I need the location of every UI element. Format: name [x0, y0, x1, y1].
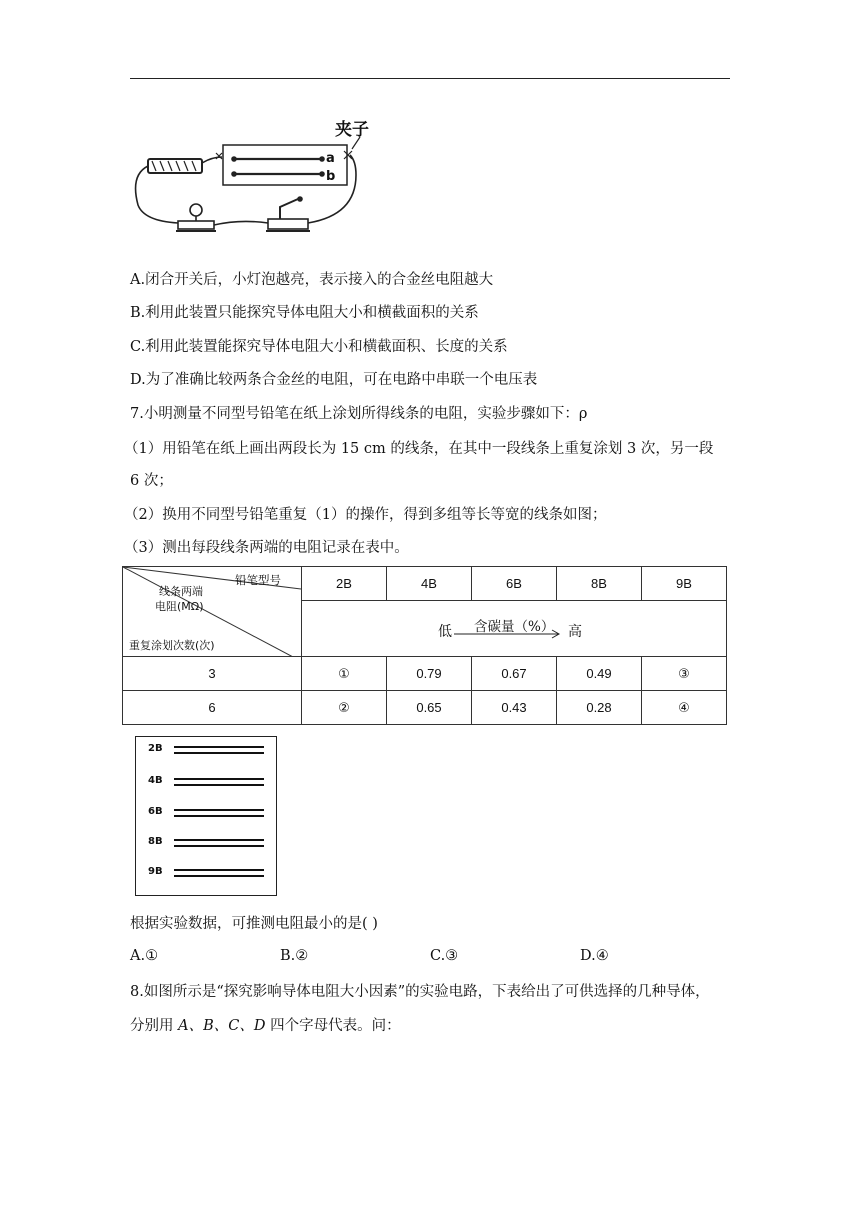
q7-option-a: A.① — [130, 948, 159, 964]
cell: 0.28 — [557, 691, 642, 725]
q7-option-c: C.③ — [430, 948, 459, 964]
resistance-table — [122, 566, 727, 725]
cell: 0.67 — [472, 657, 557, 691]
cell: 0.49 — [557, 657, 642, 691]
circuit-diagram — [130, 115, 390, 245]
q8-line2 — [130, 1016, 401, 1036]
corner-mid-label-2: 电阻(MΩ) — [155, 600, 204, 613]
pencil-lines-figure — [135, 736, 277, 896]
bulb-icon — [190, 204, 202, 216]
fig-label-8b: 8B — [148, 836, 163, 847]
corner-mid-label-1: 线条两端 — [159, 585, 203, 598]
cell: 0.43 — [472, 691, 557, 725]
arrow-right-icon — [454, 629, 564, 639]
header-4b: 4B — [387, 567, 472, 601]
q7-step2: （2）换用不同型号铅笔重复（1）的操作，得到多组等长等宽的线条如图； — [124, 507, 607, 523]
carbon-low: 低 — [438, 624, 452, 640]
q7-question: 根据实验数据，可推测电阻最小的是( ) — [130, 916, 378, 932]
wire-a-label: a — [326, 151, 335, 166]
q6-option-b: B.利用此装置只能探究导体电阻大小和横截面积的关系 — [130, 305, 479, 321]
q7-option-b: B.② — [280, 948, 309, 964]
row-times: 6 — [123, 691, 302, 725]
table-row — [123, 691, 727, 725]
q7-option-d: D.④ — [580, 948, 609, 964]
header-2b: 2B — [302, 567, 387, 601]
fig-label-4b: 4B — [148, 775, 163, 786]
carbon-label: 含碳量（%） — [474, 619, 555, 635]
q7-step1-line2: 6 次； — [130, 473, 173, 489]
switch-icon — [268, 219, 308, 229]
q8-line2-suffix: 四个字母代表。问： — [265, 1018, 401, 1034]
row-times: 3 — [123, 657, 302, 691]
cell: 0.65 — [387, 691, 472, 725]
q6-option-d: D.为了准确比较两条合金丝的电阻，可在电路中串联一个电压表 — [130, 372, 538, 388]
fig-label-2b: 2B — [148, 743, 163, 754]
cell: ② — [302, 691, 387, 725]
carbon-high: 高 — [568, 624, 582, 640]
q6-option-c: C.利用此装置能探究导体电阻大小和横截面积、长度的关系 — [130, 339, 508, 355]
cell: ④ — [642, 691, 727, 725]
header-8b: 8B — [557, 567, 642, 601]
fig-label-6b: 6B — [148, 806, 163, 817]
table-row — [123, 657, 727, 691]
corner-bottom-label: 重复涂划次数(次) — [129, 639, 215, 652]
q8-line1: 8.如图所示是“探究影响导体电阻大小因素”的实验电路，下表给出了可供选择的几种导体， — [130, 984, 710, 1000]
table-corner-cell — [123, 567, 302, 657]
q7-step3: （3）测出每段线条两端的电阻记录在表中。 — [124, 540, 409, 556]
corner-top-label: 铅笔型号 — [235, 573, 281, 587]
q7-step1-line1: （1）用铅笔在纸上画出两段长为 15 cm 的线条，在其中一段线条上重复涂划 3 次，另一段 — [124, 441, 714, 457]
fig-label-9b: 9B — [148, 866, 163, 877]
wire-b-label: b — [326, 169, 336, 184]
q8-line2-letters: A、B、C、D — [178, 1018, 266, 1034]
header-9b: 9B — [642, 567, 727, 601]
q7-stem: 7.小明测量不同型号铅笔在纸上涂划所得线条的电阻，实验步骤如下：ρ — [130, 406, 588, 422]
cell: ① — [302, 657, 387, 691]
cell: ③ — [642, 657, 727, 691]
cell: 0.79 — [387, 657, 472, 691]
q6-option-a: A.闭合开关后，小灯泡越亮，表示接入的合金丝电阻越大 — [130, 272, 494, 288]
header-rule — [130, 78, 730, 79]
header-6b: 6B — [472, 567, 557, 601]
carbon-content-row — [302, 601, 727, 657]
q8-line2-prefix: 分别用 — [130, 1018, 179, 1034]
clip-label: 夹子 — [335, 120, 369, 140]
